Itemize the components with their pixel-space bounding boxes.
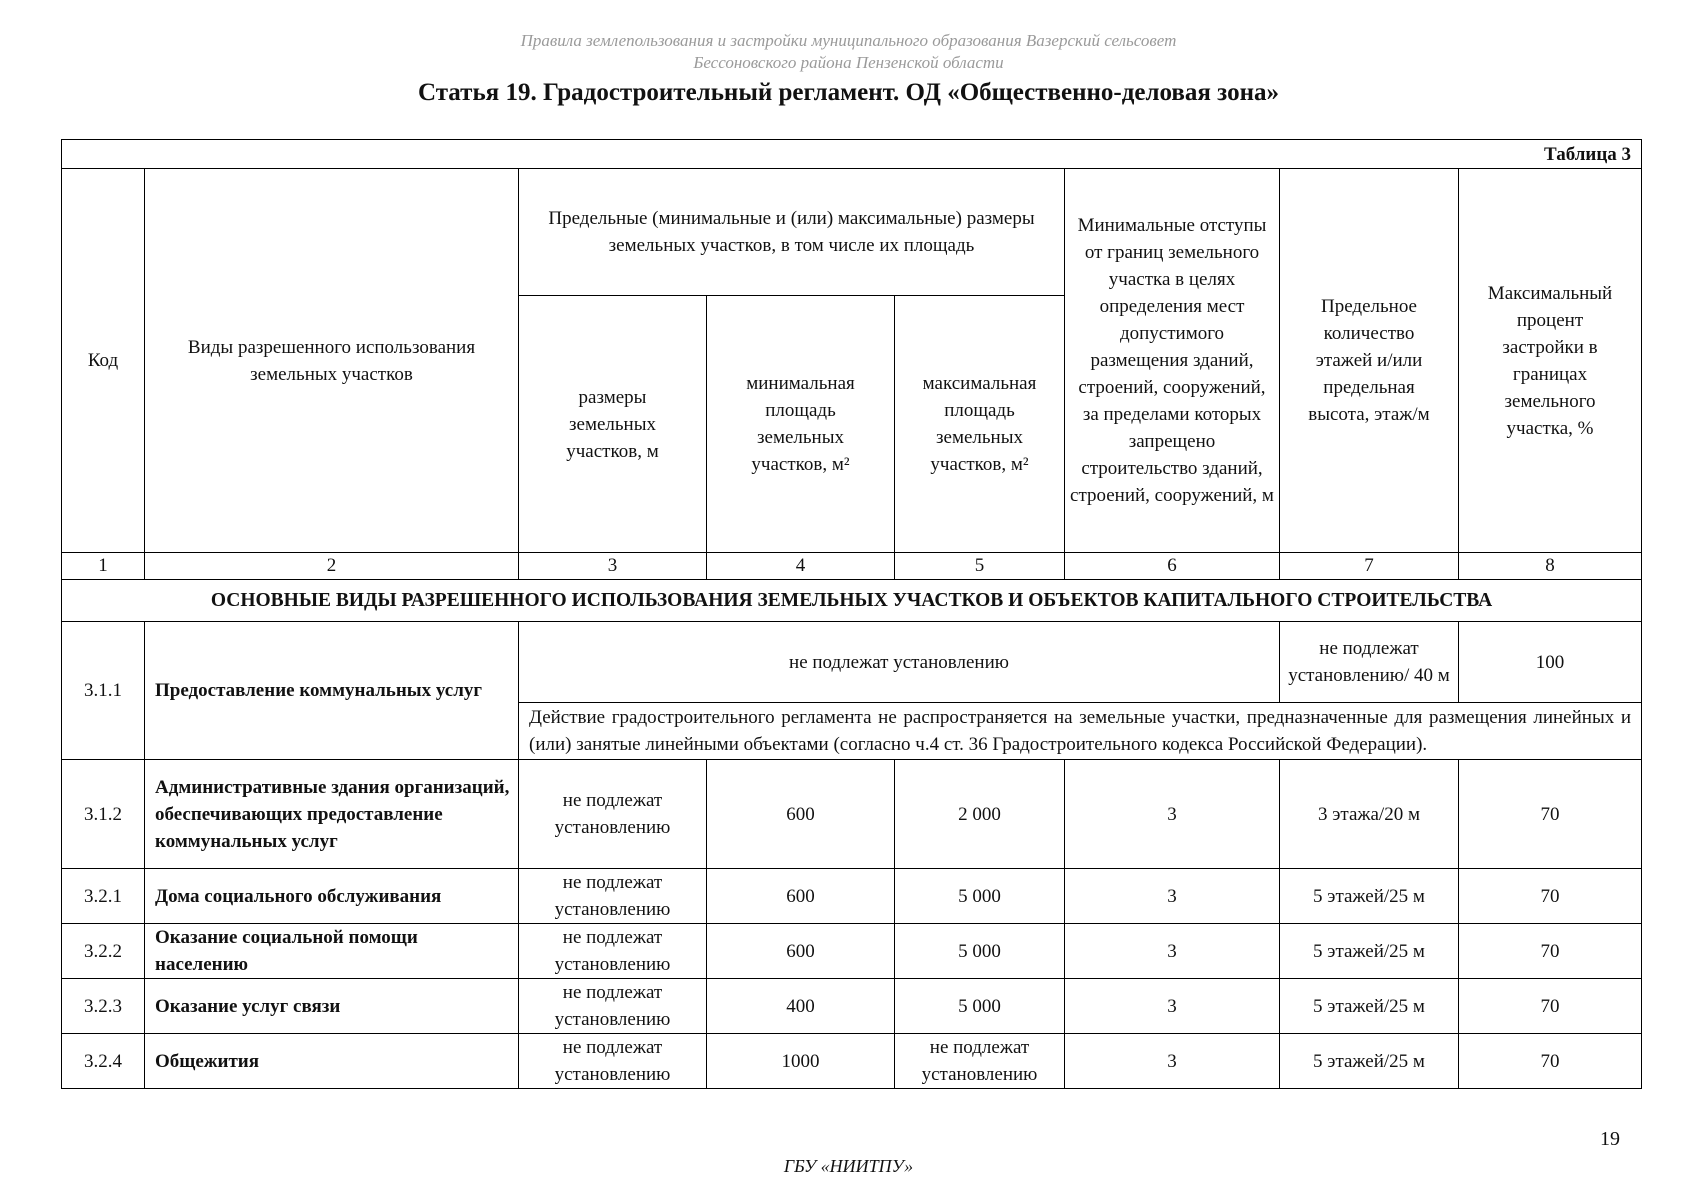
row-max-area: 2 000 (895, 760, 1065, 869)
row-floors: 5 этажей/25 м (1280, 979, 1459, 1034)
row-setbacks: 3 (1065, 869, 1280, 924)
row-merged-value: не подлежат установлению (519, 622, 1280, 703)
header-sizes: размеры земельных участков, м (519, 296, 707, 553)
row-name: Оказание услуг связи (145, 979, 519, 1034)
column-number: 2 (145, 553, 519, 580)
page-number: 19 (1600, 1128, 1620, 1150)
row-setbacks: 3 (1065, 1034, 1280, 1089)
column-number: 5 (895, 553, 1065, 580)
row-coverage: 70 (1459, 869, 1642, 924)
header-use-types: Виды разрешенного использования земельных участков (145, 169, 519, 553)
row-max-area: 5 000 (895, 924, 1065, 979)
header-floors: Предельное количество этажей и/или предельная высота, этаж/м (1280, 169, 1459, 553)
row-sizes: не подлежат установлению (519, 760, 707, 869)
page-footer: ГБУ «НИИТПУ» (783, 1156, 914, 1176)
row-min-area: 400 (707, 979, 895, 1034)
row-name: Оказание социальной помощи населению (145, 924, 519, 979)
table-number: Таблица 3 (62, 140, 1642, 169)
row-code: 3.1.2 (62, 760, 145, 869)
article-title: Статья 19. Градостроительный регламент. ОД «Общественно-деловая зона» (418, 79, 1279, 106)
row-min-area: 600 (707, 924, 895, 979)
row-max-area: 5 000 (895, 869, 1065, 924)
table-row (62, 622, 1642, 703)
header-min-area: минимальная площадь земельных участков, м² (707, 296, 895, 553)
row-setbacks: 3 (1065, 979, 1280, 1034)
row-coverage: 100 (1459, 622, 1642, 703)
row-min-area: 600 (707, 869, 895, 924)
row-name: Предоставление коммунальных услуг (145, 622, 519, 760)
row-sizes: не подлежат установлению (519, 1034, 707, 1089)
column-numbers-row (62, 553, 1642, 580)
column-number: 6 (1065, 553, 1280, 580)
row-floors: 3 этажа/20 м (1280, 760, 1459, 869)
table-row (62, 979, 1642, 1034)
header-setbacks: Минимальные отступы от границ земельного участка в целях определения мест допустимого размещения зданий, строений, сооружений, за пределами которых запрещено строительство зданий, строений, сооружений, м (1065, 169, 1280, 553)
row-sizes: не подлежат установлению (519, 869, 707, 924)
row-setbacks: 3 (1065, 760, 1280, 869)
row-coverage: 70 (1459, 1034, 1642, 1089)
running-header-line-1: Правила землепользования и застройки муниципального образования Вазерский сельсовет (520, 31, 1177, 50)
section-title: ОСНОВНЫЕ ВИДЫ РАЗРЕШЕННОГО ИСПОЛЬЗОВАНИЯ ЗЕМЕЛЬНЫХ УЧАСТКОВ И ОБЪЕКТОВ КАПИТАЛЬНОГО СТРОИТЕЛЬСТВА (62, 580, 1642, 622)
row-code: 3.2.1 (62, 869, 145, 924)
column-number: 7 (1280, 553, 1459, 580)
row-name: Дома социального обслуживания (145, 869, 519, 924)
header-max-area: максимальная площадь земельных участков, м² (895, 296, 1065, 553)
row-code: 3.2.4 (62, 1034, 145, 1089)
column-number: 4 (707, 553, 895, 580)
table-row (62, 924, 1642, 979)
column-number: 1 (62, 553, 145, 580)
row-floors: 5 этажей/25 м (1280, 869, 1459, 924)
row-name: Административные здания организаций, обеспечивающих предоставление коммунальных услуг (145, 760, 519, 869)
row-max-area: 5 000 (895, 979, 1065, 1034)
row-setbacks: 3 (1065, 924, 1280, 979)
running-header-line-2: Бессоновского района Пензенской области (693, 53, 1004, 72)
table-row (62, 869, 1642, 924)
row-min-area: 1000 (707, 1034, 895, 1089)
row-sizes: не подлежат установлению (519, 979, 707, 1034)
table-row (62, 1034, 1642, 1089)
column-number: 8 (1459, 553, 1642, 580)
row-code: 3.2.3 (62, 979, 145, 1034)
row-min-area: 600 (707, 760, 895, 869)
row-floors: 5 этажей/25 м (1280, 924, 1459, 979)
row-name: Общежития (145, 1034, 519, 1089)
row-coverage: 70 (1459, 924, 1642, 979)
row-coverage: 70 (1459, 979, 1642, 1034)
row-sizes: не подлежат установлению (519, 924, 707, 979)
regulation-table (61, 139, 1642, 1089)
row-max-area: не подлежат установлению (895, 1034, 1065, 1089)
header-coverage: Максимальный процент застройки в границах земельного участка, % (1459, 169, 1642, 553)
row-coverage: 70 (1459, 760, 1642, 869)
header-code: Код (62, 169, 145, 553)
row-code: 3.1.1 (62, 622, 145, 760)
row-floors: не подлежат установлению/ 40 м (1280, 622, 1459, 703)
row-code: 3.2.2 (62, 924, 145, 979)
header-limits-group: Предельные (минимальные и (или) максимальные) размеры земельных участков, в том числе их площадь (519, 169, 1065, 296)
row-note: Действие градостроительного регламента не распространяется на земельные участки, предназначенные для размещения линейных и (или) занятые линейными объектами (согласно ч.4 ст. 36 Градостроительного кодекса Российской Федерации). (519, 703, 1642, 760)
table-row (62, 760, 1642, 869)
row-floors: 5 этажей/25 м (1280, 1034, 1459, 1089)
column-number: 3 (519, 553, 707, 580)
